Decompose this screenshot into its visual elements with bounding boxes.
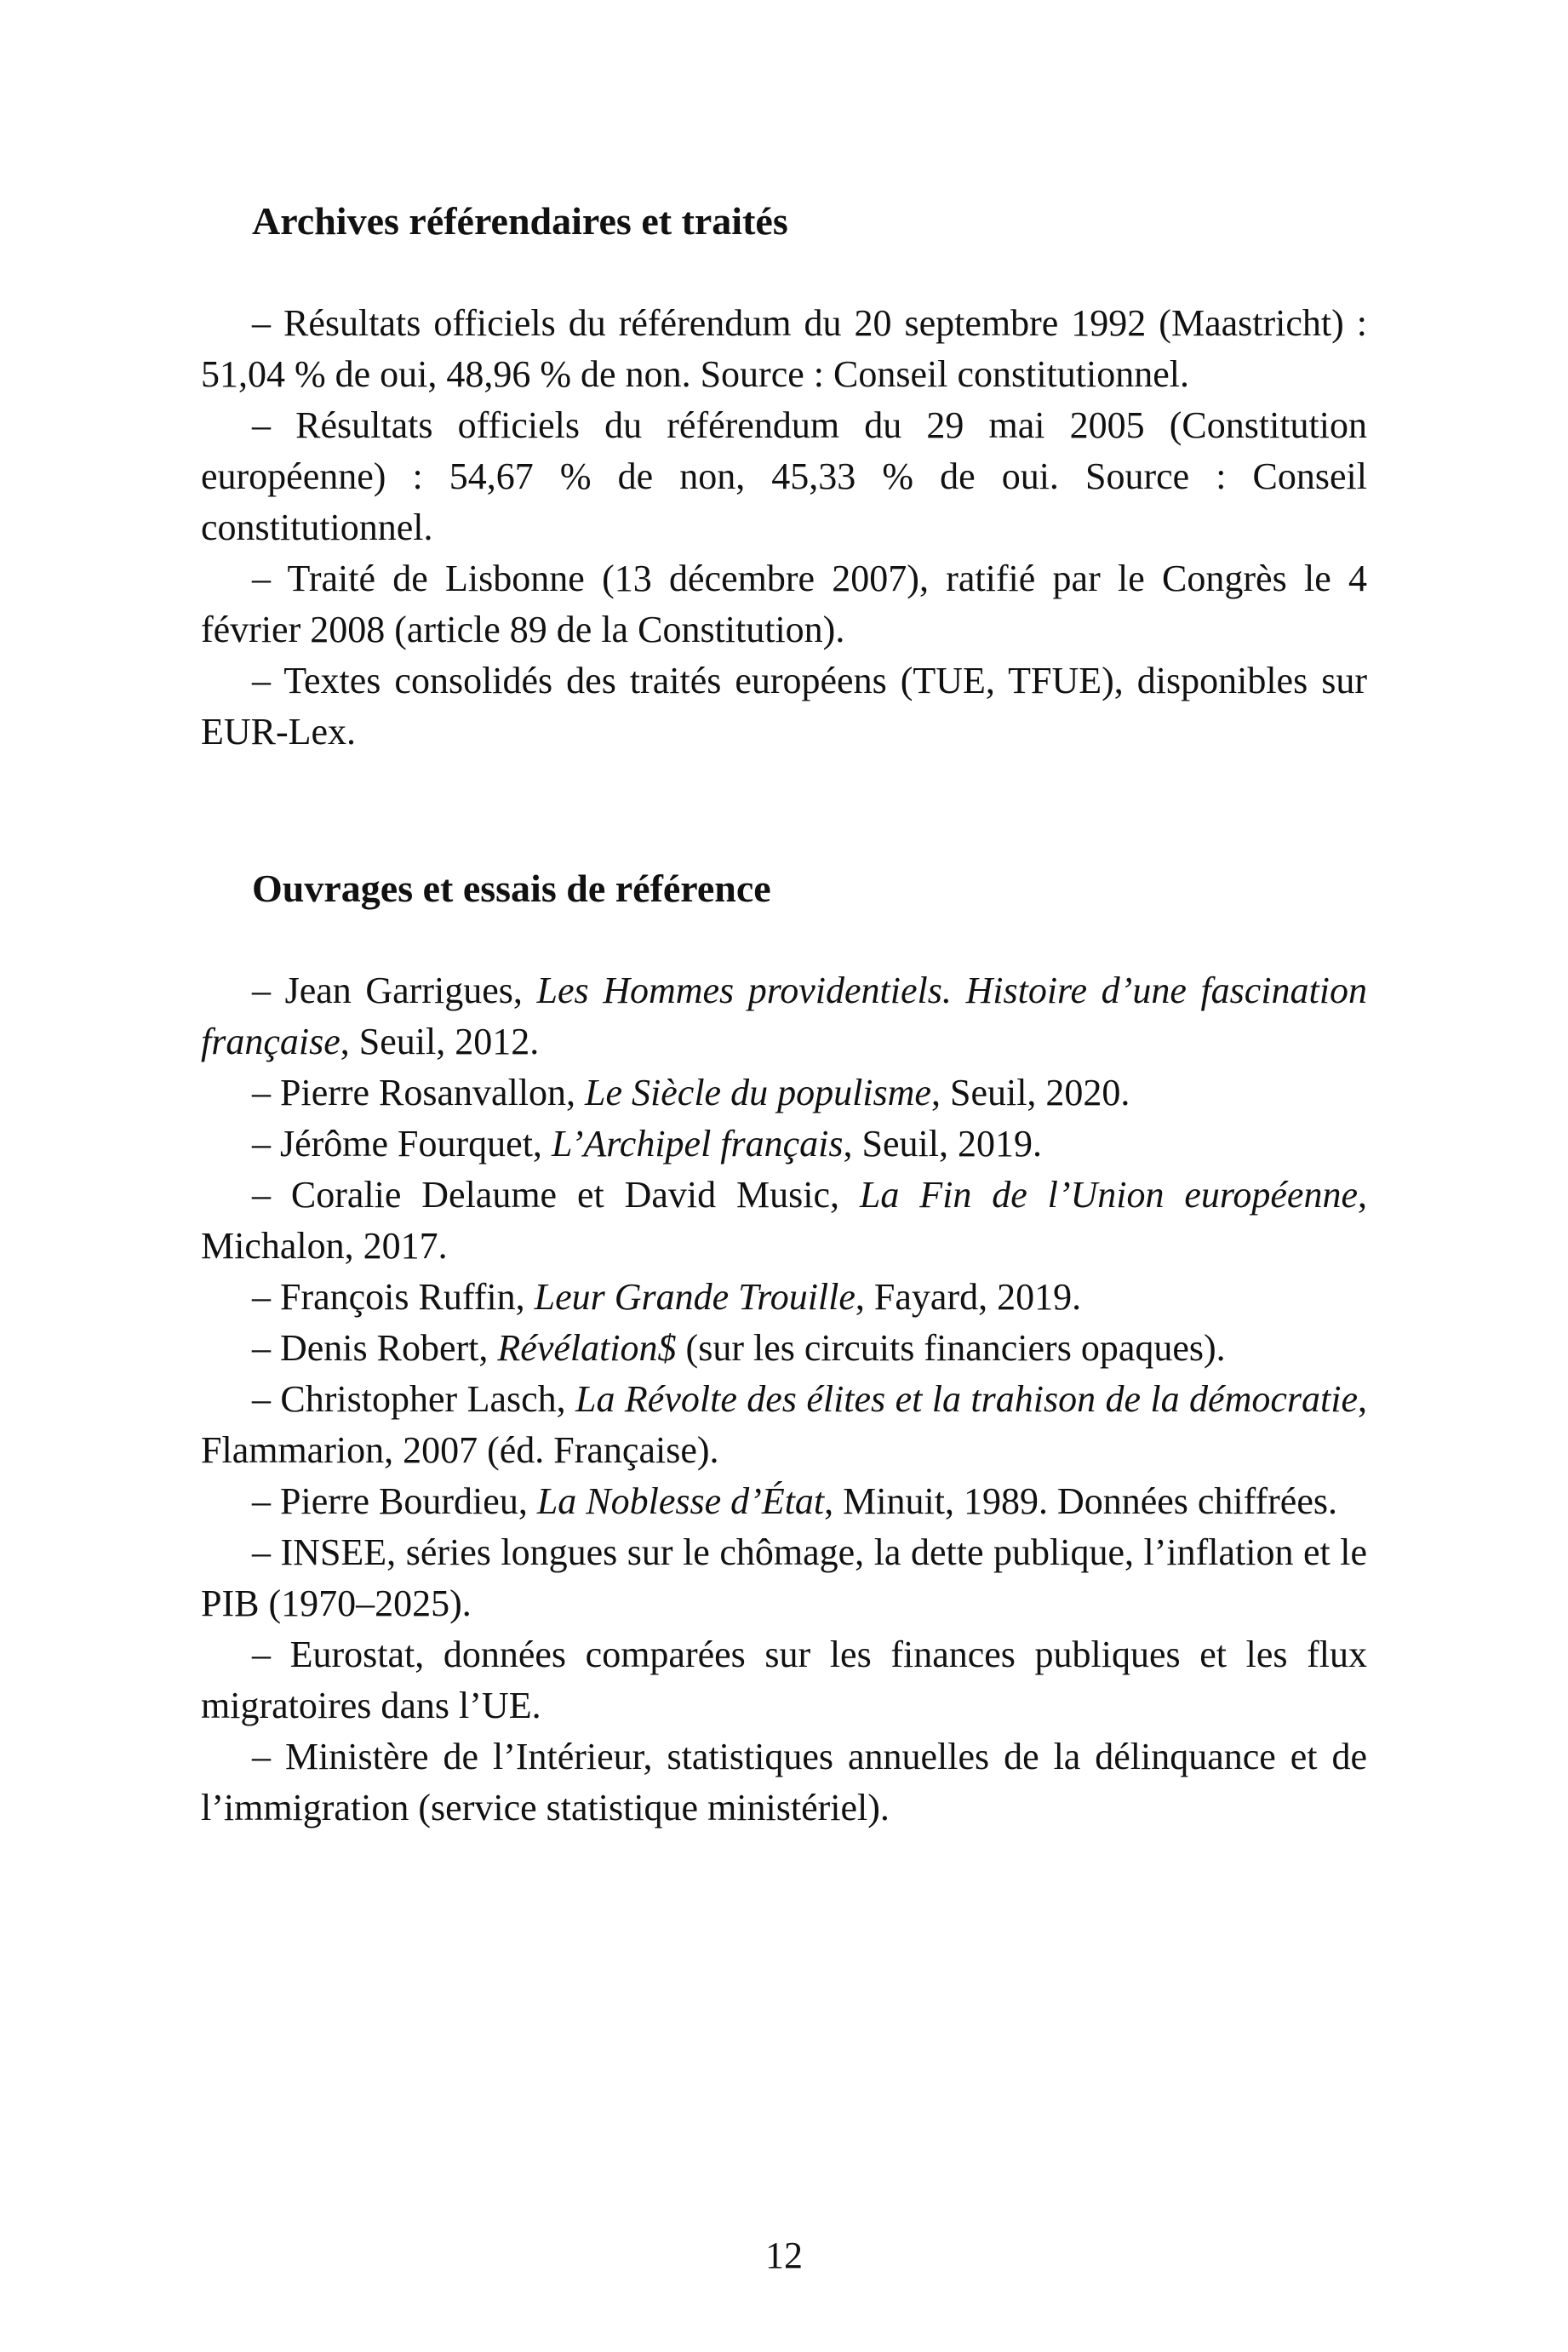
work-title: Leur Grande Trouille <box>534 1276 856 1318</box>
bibliography-entry: – Jérôme Fourquet, L’Archipel français, Seuil, 2019. <box>252 1123 1042 1165</box>
bibliography-entry: – François Ruffin, Leur Grande Trouille, Fayard, 2019. <box>252 1276 1082 1318</box>
section-heading: Archives référendaires et traités <box>252 199 788 243</box>
work-title: La Révolte des élites et la trahison de la démocratie <box>575 1378 1358 1420</box>
bibliography-entry: – Christopher Lasch, La Révolte des élites et la trahison de la démocratie, Flammarion, 2007 (éd. Française). <box>201 1378 1367 1471</box>
work-title: L’Archipel français <box>551 1123 844 1165</box>
bibliography-entry: – INSEE, séries longues sur le chômage, la dette publique, l’inflation et le PIB (1970–2025). <box>201 1531 1367 1624</box>
bibliography-entry: – Eurostat, données comparées sur les finances publiques et les flux migratoires dans l’UE. <box>201 1634 1367 1726</box>
bibliography-entry: – Jean Garrigues, Les Hommes providentiels. Histoire d’une fascination française, Seuil, 2012. <box>201 970 1367 1062</box>
bibliography-entry: – Textes consolidés des traités européens (TUE, TFUE), disponibles sur EUR-Lex. <box>201 660 1367 753</box>
bibliography-entry: – Denis Robert, Révélation$ (sur les circuits financiers opaques). <box>252 1327 1226 1369</box>
bibliography-entry: – Résultats officiels du référendum du 29 mai 2005 (Constitution européenne) : 54,67 % de non, 45,33 % de oui. Source : Conseil constitutionnel. <box>201 404 1367 548</box>
bibliography-entry: – Résultats officiels du référendum du 20 septembre 1992 (Maastricht) : 51,04 % de oui, 48,96 % de non. Source : Conseil constitutionnel. <box>201 302 1367 395</box>
bibliography-entry: – Traité de Lisbonne (13 décembre 2007), ratifié par le Congrès le 4 février 2008 (article 89 de la Constitution). <box>201 558 1367 650</box>
work-title: Révélation$ <box>497 1327 677 1369</box>
section-reference-works <box>201 863 1367 1834</box>
entry-list <box>201 298 1367 758</box>
bibliography-entry: – Ministère de l’Intérieur, statistiques annuelles de la délinquance et de l’immigration (service statistique ministériel). <box>201 1736 1367 1828</box>
work-title: La Fin de l’Union européenne <box>859 1174 1358 1216</box>
bibliography-entry: – Pierre Rosanvallon, Le Siècle du populisme, Seuil, 2020. <box>252 1072 1130 1113</box>
entry-list <box>201 965 1367 1834</box>
section-referendum-archives <box>201 196 1367 758</box>
section-heading: Ouvrages et essais de référence <box>252 867 771 910</box>
bibliography-entry: – Coralie Delaume et David Music, La Fin de l’Union européenne, Michalon, 2017. <box>201 1174 1367 1267</box>
work-title: Les Hommes providentiels. Histoire d’une fascination française <box>201 970 1367 1062</box>
page-number: 12 <box>765 2235 803 2276</box>
work-title: La Noblesse d’État <box>536 1480 825 1522</box>
work-title: Le Siècle du populisme <box>585 1072 931 1113</box>
bibliography-entry: – Pierre Bourdieu, La Noblesse d’État, Minuit, 1989. Données chiffrées. <box>252 1480 1337 1522</box>
